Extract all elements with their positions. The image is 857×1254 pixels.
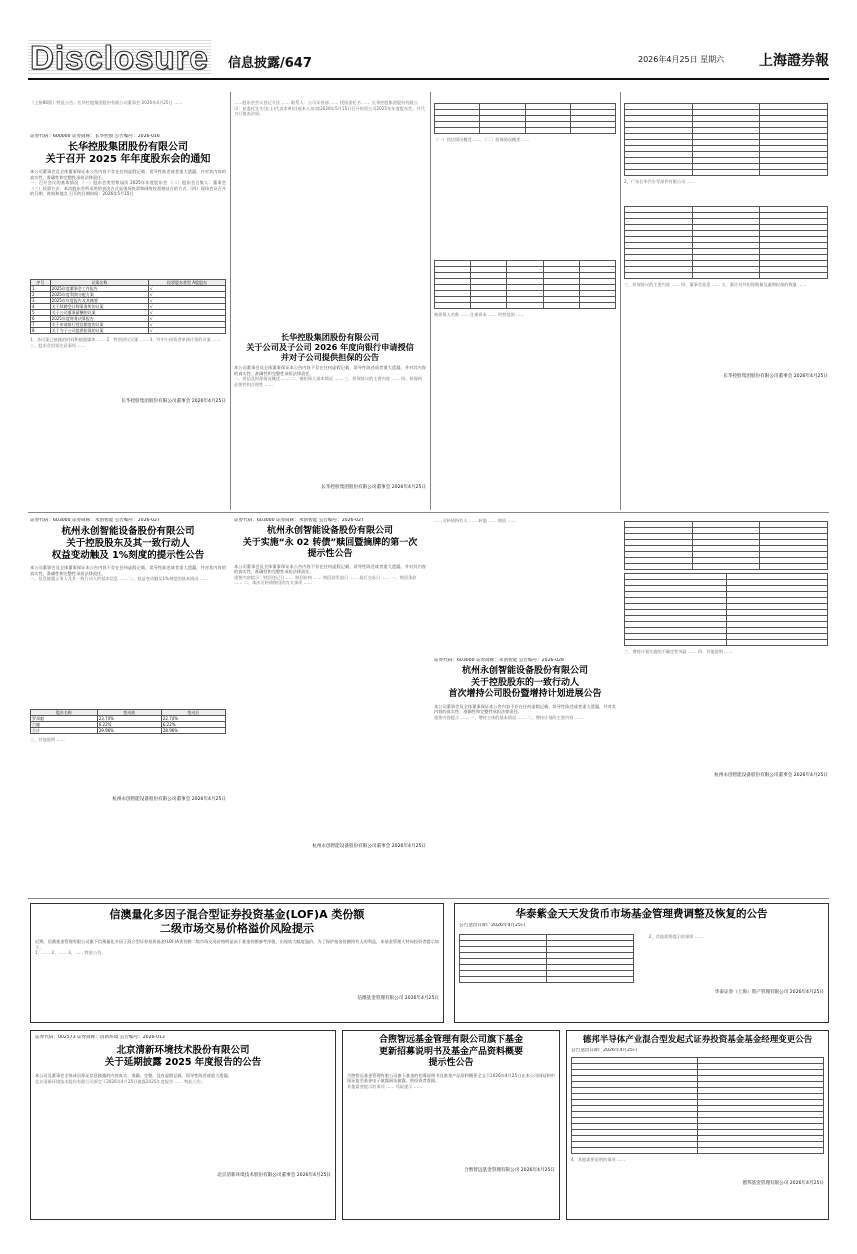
table-header: 投票股东类型 A股股东 xyxy=(149,280,226,286)
fund-info-table xyxy=(459,934,634,983)
article-body: 本公司董事会及全体董事保证本公告内容不存在任何虚假记载、误导性陈述或者重大遗漏，并对其内容的真实性、准确性和完整性承担法律责任。 xyxy=(234,563,426,575)
table-row xyxy=(31,328,226,334)
article-huatai-fund xyxy=(454,903,829,1023)
article-meta: 证券代码：600000 证券简称：长华控股 公告编号：2026-016 xyxy=(30,134,160,139)
guarantee-table xyxy=(434,260,616,309)
title-line: 杭州永创智能设备股份有限公司 xyxy=(461,666,588,676)
article-beijing-qingxin xyxy=(30,1030,336,1220)
table-cell: 关于公司董事薪酬的议案 xyxy=(50,310,148,316)
table-header: 股东名称 xyxy=(31,710,98,716)
article-title xyxy=(434,666,616,701)
title-line: 权益变动触及 1%刻度的提示性公告 xyxy=(51,550,205,561)
article-hangzhou-equity-change xyxy=(30,518,226,893)
article-changxing-guarantee-tables xyxy=(434,100,616,505)
continued-text: ……股东会会议登记方法 …… 联系人：公司证券部 …… 授权委托书 …… 长华控股集团股份有限公司：兹委托先生(女士)代表本单位(或本人)出席2026年5月15日召开的贵公司2025年年度股东会，并代为行使表决权。 xyxy=(234,100,425,117)
signature: 长华控股集团股份有限公司董事会 2026年4月25日 xyxy=(321,485,426,491)
table-cell: 23.74% xyxy=(97,716,161,722)
table-cell: √ xyxy=(149,316,226,322)
article-title xyxy=(347,1035,555,1070)
column-divider xyxy=(620,92,621,510)
article-body: 合煦智远基金管理有限公司旗下基金的招募说明书及基金产品资料概要全文于2026年4月25日在本公司网站和中国证监会基金电子披露网站披露，供投资者查阅。 xyxy=(347,1072,555,1084)
signature: 信澳基金管理有限公司 2026年4月25日 xyxy=(357,996,439,1002)
table-cell: √ xyxy=(149,328,226,334)
table-cell: 3 xyxy=(31,298,51,304)
article-body: 本公司董事会及全体董事保证本公告内容不存在任何虚假记载、误导性陈述或者重大遗漏，并对其内容的真实性、准确性和完整性承担法律责任。 xyxy=(434,703,616,715)
signature: 华泰证券（上海）资产管理有限公司 2026年4月25日 xyxy=(714,990,824,995)
continued-text: 2、广东长华汽车零部件有限公司 …… xyxy=(624,179,695,184)
column-divider xyxy=(230,92,231,510)
table-cell: 2 xyxy=(31,292,51,298)
article-title: 德邦半导体产业混合型发起式证券投资基金基金经理变更公告 xyxy=(582,1035,813,1045)
table-cell: 吕婕 xyxy=(31,722,98,728)
signature: 德邦基金管理有限公司 2026年4月25日 xyxy=(742,1181,824,1186)
table-cell: 2025年年度报告及其摘要 xyxy=(50,298,148,304)
section-title: 信息披露/647 xyxy=(228,56,312,71)
table-cell: 关于为子公司提供担保的议案 xyxy=(50,328,148,334)
signature: 合煦智远基金管理有限公司 2026年4月25日 xyxy=(464,1167,555,1173)
continued-text: 1、…… 2、…… 3、…… 特此公告。 xyxy=(35,950,106,956)
increase-table xyxy=(624,573,828,646)
issue-date: 2026年4月25日 星期六 xyxy=(638,55,725,64)
title-line: 关于召开 2025 年年度股东会的通知 xyxy=(45,154,211,165)
title-line: 杭州永创智能设备股份有限公司 xyxy=(61,526,195,537)
table-cell: 7 xyxy=(31,322,51,328)
subsidiary-table xyxy=(624,206,828,279)
table-cell: 8 xyxy=(31,328,51,334)
table-cell: √ xyxy=(149,298,226,304)
table-cell: 6 xyxy=(31,316,51,322)
article-title xyxy=(30,142,226,166)
title-line: 合煦智远基金管理有限公司旗下基金 xyxy=(378,1035,523,1045)
continued-text: 4、其他需要说明的事项 …… xyxy=(571,1157,626,1162)
title-line: 关于控股股东及其一致行动人 xyxy=(66,538,190,549)
signature: 杭州永创智能设备股份有限公司董事会 2026年4月25日 xyxy=(312,843,426,849)
table-cell: √ xyxy=(149,310,226,316)
title-line: 并对子公司提供担保的公告 xyxy=(280,352,380,362)
article-body: 近期，信澳基金管理有限公司旗下信澳量化多因子混合型证券投资基金(LOF)A类份额二级市场交易价格明显高于基金份额参考净值，出现较大幅度溢价。为了保护基金份额持有人的利益，本基金管理人特向投资者提示如下。 xyxy=(35,939,439,950)
row-divider xyxy=(28,512,829,513)
title-line: 北京清新环境技术股份有限公司 xyxy=(116,1045,250,1056)
article-meta: 证券代码：002573 证券简称：清新环境 公告编号：2026-013 xyxy=(35,1035,165,1040)
continued-text: 其他需要提示的事项 …… 风险提示 …… xyxy=(347,1083,423,1089)
signature: 杭州永创智能设备股份有限公司董事会 2026年4月25日 xyxy=(714,773,828,778)
article-changxing-subsidiaries xyxy=(624,100,828,505)
title-line: 首次增持公司股份暨增持计划进展公告 xyxy=(448,689,602,699)
title-line: 更新招募说明书及基金产品资料概要 xyxy=(378,1046,523,1057)
article-xinyuan-fund xyxy=(30,903,444,1023)
signature: 北京清新环境技术股份有限公司董事会 2026年4月25日 xyxy=(217,1172,331,1178)
article-meta: 公告送出日期：2026年4月25日 xyxy=(571,1048,638,1053)
signature: 长华控股集团股份有限公司董事会 2026年4月25日 xyxy=(723,374,828,379)
table-cell: 1 xyxy=(31,286,51,292)
article-body: 一、召开会议的基本情况 （一）股东会类型和届次 2025年年度股东会 （二）股东会召集人：董事会 （三）投票方式：本次股东会所采用的表决方式是现场投票和网络投票相结合的方式 （四）现场会议召开的日期、时间和地点 召开的日期时间：2026年5月15日 xyxy=(30,180,226,197)
article-meta: 证券代码：603000 证券简称：永创智能 公告编号：2026-029 xyxy=(434,658,564,663)
guarantee-table xyxy=(434,103,616,134)
table-cell: √ xyxy=(149,292,226,298)
row-divider xyxy=(28,898,829,899)
title-line: 关于实施“永 02 转债”赎回暨摘牌的第一次 xyxy=(242,537,418,548)
article-body: 本公司及董事会全体成员保证信息披露的内容真实、准确、完整，没有虚假记载、误导性陈述或重大遗漏。 xyxy=(35,1073,232,1078)
newspaper-name: 上海證券報 xyxy=(759,53,829,69)
subsidiary-table xyxy=(624,103,828,176)
table-cell: 关于申请银行授信额度的议案 xyxy=(50,322,148,328)
signature: 杭州永创智能设备股份有限公司董事会 2026年4月25日 xyxy=(112,797,226,803)
title-line: 提示性公告 xyxy=(428,1058,474,1068)
signature: 长华控股集团股份有限公司董事会 2026年4月25日 xyxy=(121,399,226,405)
continued-text: 一、授信及担保情况概述 …… 二、被担保人基本情况 …… 三、担保协议的主要内容 …… 四、担保的必要性和合理性 …… xyxy=(234,376,423,387)
article-title xyxy=(30,526,226,562)
increase-table xyxy=(624,521,828,570)
continued-text: 三、其他说明 …… xyxy=(30,737,65,743)
article-changxing-guarantee xyxy=(234,332,426,507)
continued-text: 一、信息披露义务人及其一致行动人的基本信息 …… 二、权益变动触及1%刻度的基本情况 …… xyxy=(30,576,209,582)
table-cell: 2025年度董事会工作报告 xyxy=(50,286,148,292)
article-changxing-agm xyxy=(30,100,226,505)
table-cell: 5 xyxy=(31,310,51,316)
article-title xyxy=(234,526,426,561)
title-line: 二级市场交易价格溢价风险提示 xyxy=(160,922,314,935)
title-line: 关于公司及子公司 2026 年度向银行申请授信 xyxy=(246,342,414,352)
continued-text: 2、其他需要提示的事项 …… xyxy=(648,934,704,939)
continued-text: 三、增持计划实施的不确定性风险 …… 四、其他说明 …… xyxy=(624,649,733,654)
table-header: 议案名称 xyxy=(50,280,148,286)
article-hangzhou-redemption-continued xyxy=(434,518,616,893)
article-body: 本公司董事会及全体董事保证本公告内容不存在任何虚假记载、误导性陈述或者重大遗漏，并对其内容的真实性、准确性和完整性承担法律责任。 xyxy=(30,169,226,180)
article-hangzhou-increase-tables xyxy=(624,518,828,893)
article-title xyxy=(35,908,439,936)
table-header: 序号 xyxy=(31,280,51,286)
article-title xyxy=(35,1045,331,1069)
table-cell: 6.22% xyxy=(161,722,225,728)
continued-text: 重要内容提示：赎回登记日 …… 赎回价格 …… 赎回款发放日 …… 最后交易日 …… 一、赎回条款 …… 二、本次可转债赎回的有关事项 …… xyxy=(234,574,417,586)
article-meta: 证券代码：603000 证券简称：永创智能 公告编号：2026-027 xyxy=(30,518,160,523)
table-cell: √ xyxy=(149,322,226,328)
article-hangzhou-redemption xyxy=(234,518,426,893)
continued-text: 1、各议案已披露的时间和披露媒体 …… 2、特别决议议案 …… 3、对中小投资者单独计票的议案 …… 三、股东会投票注意事项 …… xyxy=(30,337,221,348)
article-body: 本公司董事会及全体董事保证本公告内容不存在任何虚假记载、误导性陈述或者重大遗漏，并对其内容的真实性、准确性和完整性承担法律责任。 xyxy=(234,365,426,376)
table-cell: √ xyxy=(149,286,226,292)
article-hefei-fund xyxy=(342,1030,560,1220)
title-line: 信澳量化多因子混合型证券投资基金(LOF)A 类份额 xyxy=(109,908,365,921)
table-cell: 6.22% xyxy=(97,722,161,728)
article-body: 本公司董事会及全体董事保证本公告内容不存在任何虚假记载、误导性陈述或者重大遗漏，并对其内容的真实性、准确性和完整性承担法律责任。 xyxy=(30,565,226,576)
masthead xyxy=(28,40,829,80)
table-cell: √ xyxy=(149,304,226,310)
agenda-table xyxy=(30,279,226,334)
table-cell: 29.96% xyxy=(97,728,161,734)
continued-text: （上接B6版）特此公告。长华控股集团股份有限公司董事会 2026年4月25日 …… xyxy=(30,100,183,105)
title-line: 长华控股集团股份有限公司 xyxy=(68,142,188,153)
table-cell: 4 xyxy=(31,304,51,310)
title-line: 提示性公告 xyxy=(307,549,353,559)
title-line: 关于延期披露 2025 年度报告的公告 xyxy=(104,1057,262,1068)
equity-table xyxy=(30,709,226,734)
table-cell: 罗邦毅 xyxy=(31,716,98,722)
continued-text: 重要内容提示 …… 一、增持主体的基本情况 …… 二、增持计划的主要内容 …… xyxy=(434,714,584,720)
continued-text: 被担保人名称 …… 注册资本 …… 经营范围 …… xyxy=(434,312,525,317)
title-line: 关于控股股东的一致行动人 xyxy=(470,677,579,688)
continued-text: 北京清新环境技术股份有限公司原定于2026年4月25日披露2025年度报告 …… 特此公告。 xyxy=(35,1078,206,1084)
table-row xyxy=(31,728,226,734)
table-cell: 28.96% xyxy=(161,728,225,734)
article-debang-fund xyxy=(566,1030,829,1220)
fund-manager-table xyxy=(571,1057,824,1154)
title-line: 长华控股集团股份有限公司 xyxy=(280,332,380,342)
table-cell: 合计 xyxy=(31,728,98,734)
table-cell: 关于续聘会计师事务所的议案 xyxy=(50,304,148,310)
continued-text: 三、担保协议的主要内容 …… 四、董事会意见 …… 五、累计对外担保数量及逾期担保的数量 …… xyxy=(624,282,807,287)
table-cell: 22.74% xyxy=(161,716,225,722)
column-divider xyxy=(430,92,431,510)
article-title xyxy=(234,332,426,362)
title-line: 杭州永创智能设备股份有限公司 xyxy=(266,526,393,536)
section-brand-logo: Disclosure xyxy=(30,39,209,76)
article-title: 华泰紫金天天发货币市场基金管理费调整及恢复的公告 xyxy=(515,908,768,920)
table-cell: 2025年度财务决算报告 xyxy=(50,316,148,322)
article-changxing-continued xyxy=(234,100,426,330)
table-header: 变动前 xyxy=(97,710,161,716)
article-meta: 公告送出日期：2026年4月25日 xyxy=(459,923,526,928)
continued-text: ……可转债持有人 …… 转股 …… 赎回 …… xyxy=(434,518,517,523)
article-meta: 证券代码：603000 证券简称：永创智能 公告编号：2026-027 xyxy=(234,518,364,523)
table-cell: 2025年度利润分配方案 xyxy=(50,292,148,298)
table-header: 变动后 xyxy=(161,710,225,716)
continued-text: （一）授信情况概述 …… （二）担保情况概述 …… xyxy=(434,137,531,142)
